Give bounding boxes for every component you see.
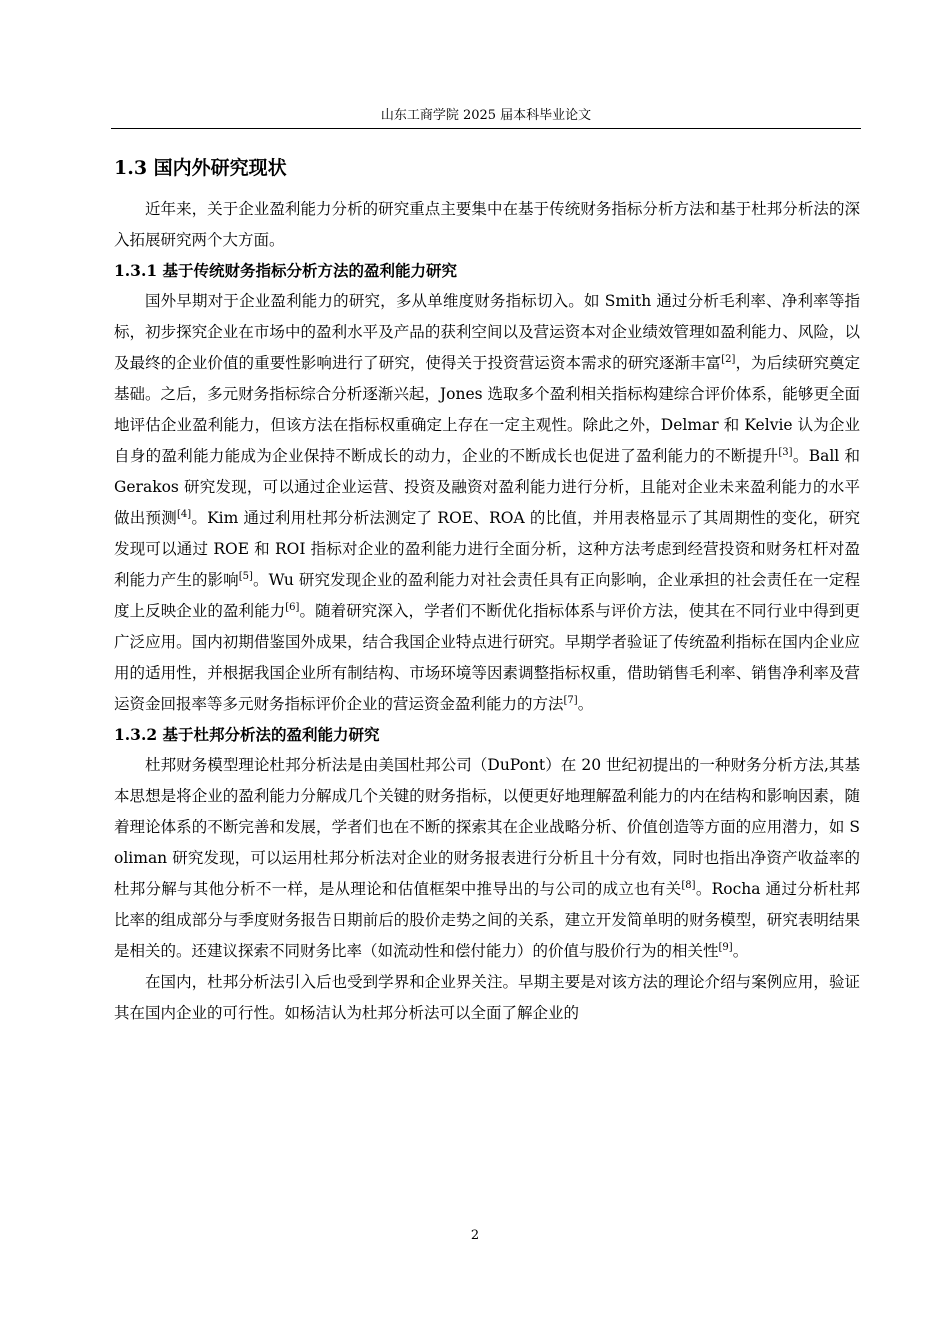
text-segment: 。Ball 和 Gerakos 研究发现，可以通过企业运营、投资及融资对盈利能力进行分析，且能对企业未来盈利能力的水平做出预测 — [114, 447, 860, 527]
text-segment: 。Wu 研究发现企业的盈利能力对社会责任具有正向影响，企业承担的社会责任在一定程度上反映企业的盈利能力 — [114, 571, 860, 620]
text-segment: 国外早期对于企业盈利能力的研究，多从单维度财务指标切入。如 Smith 通过分析毛利率、净利率等指标，初步探究企业在市场中的盈利水平及产品的获利空间以及营运资本对企业绩效管理如盈利能力、风险，以及最终的企业价值的重要性影响进行了研究，使得关于投资营运资本需求的研究逐渐丰富 — [114, 292, 860, 372]
paragraph-dupont-domestic: 在国内，杜邦分析法引入后也受到学界和企业界关注。早期主要是对该方法的理论介绍与案例应用，验证其在国内企业的可行性。如杨洁认为杜邦分析法可以全面了解企业的 — [114, 973, 860, 1022]
text-segment: 杜邦财务模型理论杜邦分析法是由美国杜邦公司（DuPont）在 20 世纪初提出的一种财务分析方法,其基本思想是将企业的盈利能力分解成几个关键的财务指标，以便更好地理解盈利能力的内在结构和影响因素，随着理论体系的不断完善和发展，学者们也在不断的探索其在企业战略分析、价值创造等方面的应用潜力，如 Soliman 研究发现，可以运用杜邦分析法对企业的财务报表进行分析且十分有效，同时也指出净资产收益率的杜邦分解与其他分析不一样，是从理论和估值框架中推导出的与公司的成立也有关 — [114, 756, 860, 898]
page-body — [114, 150, 860, 1029]
text-segment: 。 — [577, 695, 594, 713]
citation-ref[interactable]: [9] — [718, 941, 733, 953]
paragraph-dupont-foreign — [114, 750, 860, 967]
paragraph-traditional-indicators — [114, 286, 860, 720]
citation-ref[interactable]: [2] — [721, 353, 736, 365]
citation-ref[interactable]: [8] — [681, 879, 696, 891]
text-segment: 。 — [732, 942, 749, 960]
text-segment: 。Rocha 通过分析杜邦比率的组成部分与季度财务报告日期前后的股价走势之间的关系，建立开发简单明的财务模型，研究表明结果是相关的。还建议探索不同财务比率（如流动性和偿付能力）的价值与股价行为的相关性 — [114, 880, 860, 960]
citation-ref[interactable]: [5] — [238, 570, 253, 582]
text-segment: 。Kim 通过利用杜邦分析法测定了 ROE、ROA 的比值，并用表格显示了其周期性的变化，研究发现可以通过 ROE 和 ROI 指标对企业的盈利能力进行全面分析，这种方法考虑到经营投资和财务杠杆对盈利能力产生的影响 — [114, 509, 860, 589]
text-segment: ，为后续研究奠定基础。之后，多元财务指标综合分析逐渐兴起，Jones 选取多个盈利相关指标构建综合评价体系，能够更全面地评估企业盈利能力，但该方法在指标权重确定上存在一定主观性。除此之外，Delmar 和 Kelvie 认为企业自身的盈利能力能成为企业保持不断成长的动力，企业的不断成长也促进了盈利能力的不断提升 — [114, 354, 860, 465]
citation-ref[interactable]: [6] — [285, 601, 300, 613]
section-title: 1.3 国内外研究现状 — [114, 157, 287, 179]
citation-ref[interactable]: [7] — [563, 694, 578, 706]
subsection-title-1-3-1: 1.3.1 基于传统财务指标分析方法的盈利能力研究 — [114, 261, 458, 280]
text-segment: 。随着研究深入，学者们不断优化指标体系与评价方法，使其在不同行业中得到更广泛应用。国内初期借鉴国外成果，结合我国企业特点进行研究。早期学者验证了传统盈利指标在国内企业应用的适用性，并根据我国企业所有制结构、市场环境等因素调整指标权重，借助销售毛利率、销售净利率及营运资金回报率等多元财务指标评价企业的营运资金盈利能力的方法 — [114, 602, 860, 713]
section-intro-paragraph: 近年来，关于企业盈利能力分析的研究重点主要集中在基于传统财务指标分析方法和基于杜邦分析法的深入拓展研究两个大方面。 — [114, 200, 860, 249]
running-header: 山东工商学院 2025 届本科毕业论文 — [111, 106, 861, 129]
citation-ref[interactable]: [3] — [778, 446, 793, 458]
subsection-title-1-3-2: 1.3.2 基于杜邦分析法的盈利能力研究 — [114, 725, 380, 744]
page-number: 2 — [470, 1228, 480, 1243]
citation-ref[interactable]: [4] — [176, 508, 192, 520]
